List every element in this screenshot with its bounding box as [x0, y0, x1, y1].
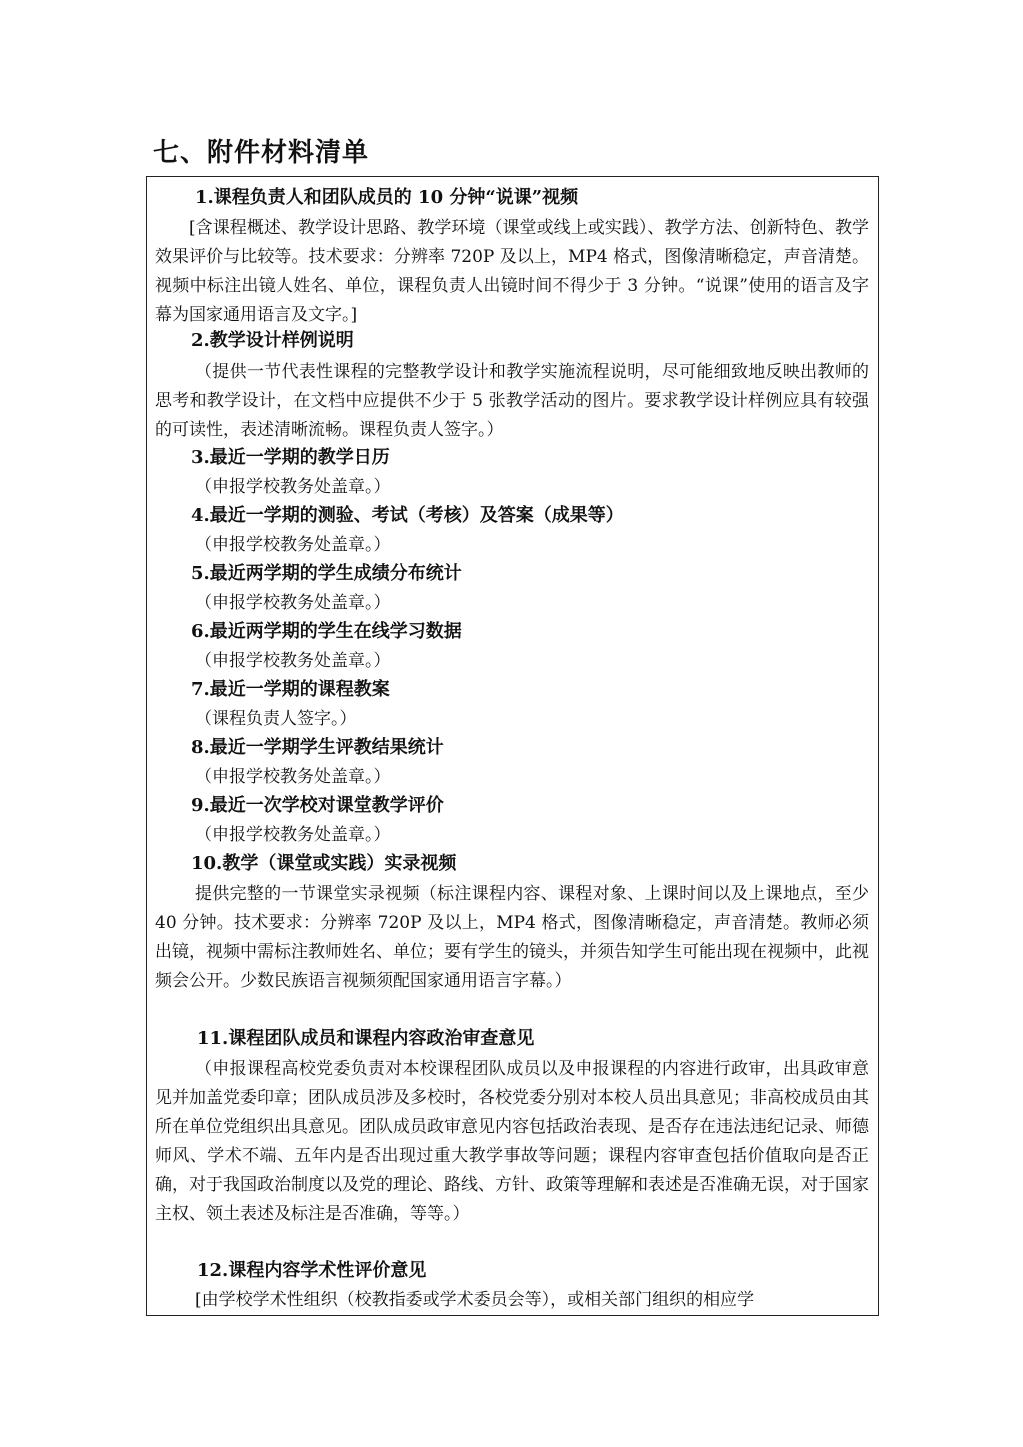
item-1-description: [含课程概述、教学设计思路、教学环境（课堂或线上或实践）、教学方法、创新特色、教学效果评价与比较等。技术要求：分辨率 720P 及以上，MP4 格式，图像清晰稳定，声音清楚。视频中标注出镜人姓名、单位，课程负责人出镜时间不得少于 3 分钟。“说课”使用的语言及字幕为国家通用语言及文字。]: [155, 218, 869, 325]
item-5-heading: 5.最近两学期的学生成绩分布统计: [191, 563, 462, 584]
item-9-heading: 9.最近一次学校对课堂教学评价: [191, 795, 444, 816]
section-title: 七、附件材料清单: [153, 138, 370, 168]
item-5-description: （申报学校教务处盖章。）: [195, 593, 391, 613]
item-1-heading: 1.课程负责人和团队成员的 10 分钟“说课”视频: [195, 187, 579, 208]
item-6-heading: 6.最近两学期的学生在线学习数据: [191, 621, 462, 642]
attachment-list-box: [146, 176, 879, 1316]
item-10-heading: 10.教学（课堂或实践）实录视频: [191, 853, 457, 874]
item-11-heading: 11.课程团队成员和课程内容政治审查意见: [197, 1028, 535, 1049]
item-2-description: （提供一节代表性课程的完整教学设计和教学实施流程说明，尽可能细致地反映出教师的思考和教学设计，在文档中应提供不少于 5 张教学活动的图片。要求教学设计样例应具有较强的可读性，表述清晰流畅。课程负责人签字。）: [155, 362, 869, 440]
item-7-heading: 7.最近一学期的课程教案: [191, 679, 390, 700]
item-12-heading: 12.课程内容学术性评价意见: [197, 1260, 427, 1281]
item-9-description: （申报学校教务处盖章。）: [195, 825, 391, 845]
item-4-description: （申报学校教务处盖章。）: [195, 535, 391, 555]
item-3-heading: 3.最近一学期的教学日历: [191, 447, 390, 468]
item-12-description: [由学校学术性组织（校教指委或学术委员会等），或相关部门组织的相应学: [195, 1290, 755, 1310]
item-7-description: （课程负责人签字。）: [195, 709, 357, 729]
item-10-description: 提供完整的一节课堂实录视频（标注课程内容、课程对象、上课时间以及上课地点，至少 40 分钟。技术要求：分辨率 720P 及以上，MP4 格式，图像清晰稳定，声音清楚。教师必须出镜，视频中需标注教师姓名、单位；要有学生的镜头，并须告知学生可能出现在视频中，此视频会公开。少数民族语言视频须配国家通用语言字幕。）: [155, 884, 869, 991]
item-6-description: （申报学校教务处盖章。）: [195, 651, 391, 671]
item-8-description: （申报学校教务处盖章。）: [195, 767, 391, 787]
item-3-description: （申报学校教务处盖章。）: [195, 477, 391, 497]
item-4-heading: 4.最近一学期的测验、考试（考核）及答案（成果等）: [191, 505, 624, 526]
item-8-heading: 8.最近一学期学生评教结果统计: [191, 737, 444, 758]
item-2-heading: 2.教学设计样例说明: [191, 330, 354, 351]
item-11-description: （申报课程高校党委负责对本校课程团队成员以及申报课程的内容进行政审，出具政审意见并加盖党委印章；团队成员涉及多校时，各校党委分别对本校人员出具意见；非高校成员由其所在单位党组织出具意见。团队成员政审意见内容包括政治表现、是否存在违法违纪记录、师德师风、学术不端、五年内是否出现过重大教学事故等问题；课程内容审查包括价值取向是否正确，对于我国政治制度以及党的理论、路线、方针、政策等理解和表述是否准确无误，对于国家主权、领土表述及标注是否准确，等等。）: [155, 1059, 869, 1224]
